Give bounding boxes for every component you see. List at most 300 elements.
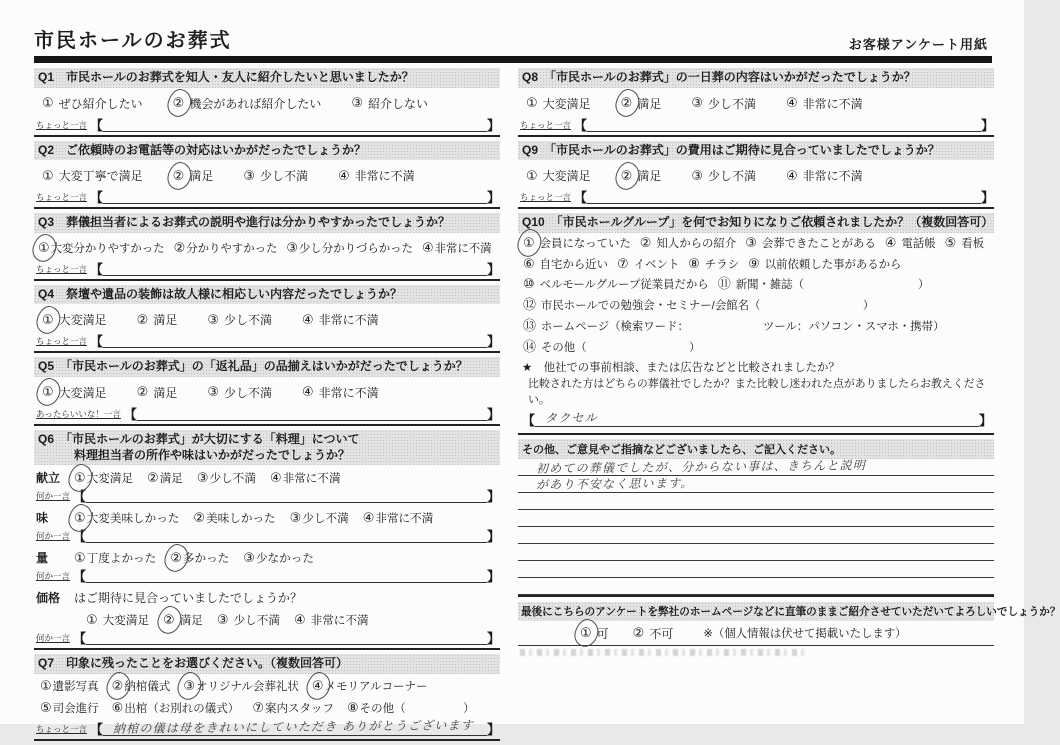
options-line [518, 316, 994, 337]
answer-option [40, 700, 99, 716]
free-comment-header: その他、ご意見やご指摘などございましたら、ご記入ください。 [518, 439, 994, 459]
answer-option [338, 167, 415, 184]
comment-row [34, 568, 500, 585]
answer-option [74, 470, 133, 486]
option-label: 案内スタッフ [264, 702, 334, 715]
ruled-line [518, 476, 994, 493]
option-label: イベント [633, 258, 680, 271]
option-number: ② [136, 384, 149, 400]
sheet-label: お客様アンケート用紙 [848, 37, 988, 52]
answer-option [207, 384, 272, 401]
close-bracket: 】 [486, 631, 500, 647]
sub-question-label: 献立 [36, 471, 61, 486]
answer-option [363, 510, 434, 526]
comment-row [34, 261, 500, 278]
open-bracket: 【 [90, 721, 104, 737]
answer-option [302, 311, 379, 328]
option-number: ⑥ [111, 699, 124, 715]
answer-option [173, 95, 322, 112]
option-label: 非常に不満 [310, 614, 369, 628]
comment-row [34, 488, 500, 505]
options-row [34, 304, 500, 333]
ruled-line [518, 493, 994, 510]
option-number: ⑦ [252, 699, 264, 715]
star-question: ★ 他社での事前相談、または広告などと比較されましたか？ [522, 361, 840, 374]
comment-label: ちょっと一言 [520, 119, 572, 130]
privacy-note: ※（個人情報は伏せて掲載いたします） [703, 628, 907, 641]
option-label: 満足 [637, 169, 662, 184]
option-label: 満足 [159, 471, 183, 485]
answer-option [688, 255, 740, 271]
question-block-q2 [34, 141, 500, 210]
question-header: Q1 市民ホールのお葬式を知人・友人に紹介したいと思いましたか？ [34, 68, 500, 88]
option-label: ホームページ（検索ワード： ツール：パソコン・スマホ・携帯） [541, 321, 945, 334]
answer-option [691, 167, 756, 184]
selected-option-number hand-circle: ① [74, 469, 86, 485]
option-label: 可 [596, 626, 609, 641]
options-row [34, 465, 500, 488]
comment-line [535, 409, 979, 427]
answer-option [42, 311, 107, 328]
question-title-line: 料理担当者の所作や味はいかがだったでしょうか？ [38, 447, 351, 462]
answer-option [74, 510, 179, 526]
option-label: 非常に不満 [802, 96, 863, 111]
selected-option-number hand-circle: ③ [183, 677, 195, 693]
comment-label: ちょっと一言 [36, 192, 88, 203]
option-number: ② [193, 509, 206, 525]
question-block-q7 [34, 654, 500, 741]
selected-option-number hand-circle: ① [580, 625, 592, 641]
answer-option [748, 255, 902, 271]
options-line [518, 274, 994, 295]
selected-option-number hand-circle: ① [42, 384, 54, 400]
answer-option [351, 95, 428, 112]
options-row [34, 545, 500, 568]
answer-option [193, 510, 275, 526]
option-label: 大変満足 [58, 385, 107, 400]
option-label: 非常に不満 [802, 169, 863, 184]
answer-option [40, 678, 99, 694]
selected-option-number hand-circle: ① [523, 234, 535, 250]
option-label: 少し不満 [302, 511, 349, 525]
handwritten-text: があり不安なく思います。 [535, 475, 694, 492]
option-label: 大変分かりやすかった [50, 242, 165, 255]
answer-option [523, 276, 709, 292]
answer-option [112, 700, 240, 716]
answer-option [42, 95, 143, 112]
option-label: 少し不満 [708, 96, 757, 111]
answer-option [526, 167, 591, 184]
option-label: 不可 [649, 626, 674, 641]
option-number: ① [42, 95, 54, 111]
options-row [518, 160, 994, 189]
close-bracket: 】 [486, 190, 500, 206]
option-number: ④ [362, 509, 375, 525]
question-header [34, 430, 500, 465]
open-bracket: 【 [123, 406, 137, 422]
close-bracket: 】 [486, 569, 500, 585]
option-label: 少し不満 [260, 169, 309, 184]
comment-label: あったらいいな！一言 [36, 408, 121, 419]
handwritten-text: タクセル [544, 410, 598, 426]
option-number: ⑬ [523, 318, 537, 334]
option-label: 電話帳 [901, 237, 936, 250]
ruled-line [518, 544, 994, 561]
answer-option [884, 234, 936, 250]
page-header [0, 0, 1024, 56]
question-block-q10 [518, 213, 994, 435]
comment-line [587, 189, 981, 204]
option-label: 市民ホールでの勉強会・セミナー/会館名（ ） [541, 300, 875, 313]
form-body [0, 63, 1060, 745]
option-number: ④ [338, 167, 350, 183]
option-label: オリジナル会葬礼状 [195, 680, 299, 693]
option-label: 非常に不満 [318, 385, 379, 400]
option-label: その他（ ） [541, 342, 701, 354]
answer-option [523, 297, 875, 313]
sub-question-label: 価格 [36, 591, 61, 606]
option-label: 丁度よかった [86, 551, 157, 565]
answer-option [42, 384, 107, 401]
option-number: ② [136, 311, 149, 327]
selected-option-number hand-circle: ② [111, 677, 124, 693]
option-label: 看板 [961, 237, 985, 250]
option-number: ③ [196, 469, 209, 485]
option-label: 遺影写真 [52, 680, 99, 693]
right-column [518, 68, 1060, 745]
open-bracket: 【 [73, 529, 87, 545]
open-bracket: 【 [73, 569, 87, 585]
selected-option-number hand-circle: ② [172, 95, 185, 111]
option-label: 満足 [153, 385, 178, 400]
comment-row [520, 409, 992, 429]
options-line [518, 233, 994, 254]
answer-option [243, 550, 314, 566]
option-number: ② [173, 239, 186, 255]
answer-option [422, 240, 492, 256]
close-bracket: 】 [486, 261, 500, 277]
answer-option [112, 678, 171, 694]
options-row [518, 88, 994, 117]
close-bracket: 】 [486, 117, 500, 133]
handwritten-text: 納棺の儀は母をきれいにしていただき ありがとうございます [112, 717, 475, 736]
option-label: メモリアルコーナー [324, 680, 428, 693]
ruled-line [518, 459, 994, 476]
answer-option [173, 167, 214, 184]
option-number: ① [526, 167, 538, 183]
option-number: ⑨ [748, 255, 760, 271]
option-label: 大変美味しかった [86, 511, 180, 525]
answer-option [526, 95, 591, 112]
option-label: ベルモールグループ従業員だから [539, 279, 709, 292]
option-number: ⑧ [688, 255, 700, 271]
open-bracket: 【 [90, 190, 104, 206]
option-label: チラシ [704, 258, 740, 271]
answer-option [243, 167, 308, 184]
option-label: 自宅から近い [539, 258, 609, 271]
option-number: ② [147, 469, 159, 485]
option-label: ぜひ紹介したい [58, 96, 143, 111]
sub-question-title: はご期待に見合っていましたでしょうか？ [74, 591, 303, 606]
answer-option [745, 234, 876, 250]
option-number: ④ [269, 469, 282, 485]
comment-row [34, 528, 500, 545]
option-number: ④ [786, 95, 798, 111]
option-label: 少し不満 [708, 169, 757, 184]
answer-option [786, 167, 863, 184]
comparison-answer [518, 408, 994, 432]
publish-consent-header: 最後にこちらのアンケートを弊社のホームページなどに直筆のままご紹介させていただいてよろしいでしょうか？ [518, 602, 994, 621]
answer-option [174, 240, 278, 256]
free-comment-box [518, 439, 994, 597]
question-block-q9 [518, 141, 994, 210]
close-bracket: 】 [486, 334, 500, 350]
option-label: 大変満足 [542, 96, 591, 111]
comment-label: 何か一言 [36, 571, 71, 582]
answer-option [302, 384, 379, 401]
options-row [34, 233, 500, 261]
selected-option-number hand-circle: ② [170, 549, 182, 565]
ruled-line [518, 561, 994, 578]
selected-option-number hand-circle: ② [163, 612, 175, 628]
option-number: ④ [302, 384, 314, 400]
question-header: Q4 祭壇や遺品の装飾は故人様に相応しい内容だったでしょうか？ [34, 285, 500, 305]
star-question-detail: 比較された方はどちらの葬儀社でしたか？また比較し迷われた点がありましたらお教えください。 [528, 377, 986, 406]
option-number: ⑭ [523, 339, 537, 354]
answer-option [621, 95, 662, 112]
open-bracket: 【 [574, 117, 588, 133]
options-row [518, 621, 994, 646]
comment-line [86, 630, 487, 645]
option-label: 非常に不満 [282, 471, 341, 485]
close-bracket: 】 [978, 412, 992, 428]
option-label: 新聞・雑誌（ ） [735, 279, 930, 292]
option-label: 少し不満 [233, 614, 280, 628]
question-header: Q10 「市民ホールグループ」を何でお知りになりご依頼されましたか？（複数回答可） [518, 213, 994, 233]
answer-option [717, 276, 930, 292]
option-label: 司会進行 [52, 702, 99, 715]
answer-option [137, 311, 178, 328]
answer-option [197, 470, 256, 486]
ruled-line [518, 510, 994, 527]
comment-row [34, 406, 500, 423]
option-number: ③ [289, 509, 302, 525]
option-label: 美味しかった [206, 511, 276, 525]
selected-option-number hand-circle: ② [620, 167, 633, 183]
open-bracket: 【 [73, 489, 87, 505]
question-header: Q8 「市民ホールのお葬式」の一日葬の内容はいかがだったでしょうか？ [518, 68, 994, 88]
options-line [518, 254, 994, 275]
option-label: 多かった [182, 551, 230, 565]
option-number: ⑪ [717, 276, 731, 292]
option-label: 満足 [637, 96, 662, 111]
answer-option [74, 550, 156, 566]
comment-line [86, 488, 487, 503]
option-number: ③ [243, 549, 255, 565]
option-label: 非常に不満 [434, 242, 492, 255]
close-bracket: 】 [486, 721, 500, 737]
comment-row [34, 718, 500, 738]
option-number: ⑫ [523, 297, 537, 313]
answer-option [523, 339, 701, 354]
option-label: 機会があれば紹介したい [189, 96, 322, 111]
options-row [34, 160, 500, 189]
comment-row [518, 189, 994, 206]
option-number: ③ [216, 612, 229, 628]
answer-option [944, 234, 985, 250]
option-number: ③ [286, 239, 299, 255]
comment-label: 何か一言 [36, 491, 71, 502]
options-row [34, 88, 500, 117]
option-number: ⑩ [523, 276, 535, 292]
answer-option [270, 470, 341, 486]
ruled-line [518, 527, 994, 544]
option-label: 満足 [153, 313, 178, 328]
comment-label: ちょっと一言 [36, 336, 88, 347]
answer-option [786, 95, 863, 112]
close-bracket: 】 [980, 190, 994, 206]
comment-row [34, 333, 500, 350]
comment-line [103, 718, 487, 736]
open-bracket: 【 [90, 117, 104, 133]
question-block-q4 [34, 285, 500, 354]
close-bracket: 】 [980, 117, 994, 133]
option-number: ① [86, 612, 98, 628]
option-label: 大変満足 [102, 614, 150, 628]
page-title: 市民ホールのお葬式 [34, 30, 232, 52]
question-block-q3 [34, 213, 500, 281]
comment-line [86, 568, 487, 583]
options-row [34, 505, 500, 528]
answer-option [252, 700, 334, 716]
option-label: 少し不満 [224, 385, 273, 400]
option-number: ④ [421, 239, 434, 255]
option-number: ⑤ [40, 699, 52, 715]
option-number: ④ [302, 311, 314, 327]
option-label: 大変満足 [58, 313, 107, 328]
options-row [34, 696, 500, 718]
open-bracket: 【 [574, 190, 588, 206]
comment-line [103, 261, 487, 276]
comment-label: 何か一言 [36, 633, 71, 644]
selected-option-number hand-circle: ② [172, 167, 185, 183]
question-header: Q2 ご依頼時のお電話等の対応はいかがだったでしょうか？ [34, 141, 500, 161]
open-bracket: 【 [90, 334, 104, 350]
option-label: 納棺儀式 [124, 680, 171, 693]
answer-option [86, 612, 149, 628]
answer-option [290, 510, 349, 526]
open-bracket: 【 [522, 412, 536, 428]
option-label: 会葬できたことがある [761, 237, 876, 250]
sub-question-title-row [34, 585, 500, 608]
selected-option-number hand-circle: ① [74, 509, 86, 525]
option-number: ④ [786, 167, 798, 183]
question-block-q5 [34, 357, 500, 426]
option-number: ① [40, 677, 52, 693]
answer-option [347, 700, 475, 716]
question-header: Q7 印象に残ったことをお選びください。（複数回答可） [34, 654, 500, 674]
option-label: 少なかった [255, 551, 314, 565]
answer-option [294, 612, 369, 628]
option-number: ⑧ [346, 699, 359, 715]
comment-row [34, 630, 500, 647]
question-header: Q5 「市民ホールのお葬式」の「返礼品」の品揃えはいかがだったでしょうか？ [34, 357, 500, 377]
question-block-q1 [34, 68, 500, 137]
options-line [518, 337, 994, 358]
option-label: 満足 [179, 614, 203, 628]
comment-label: ちょっと一言 [36, 263, 88, 274]
close-bracket: 】 [486, 489, 500, 505]
sub-question-label: 量 [36, 551, 49, 566]
comment-line [86, 528, 487, 543]
answer-option [580, 625, 609, 642]
comment-row [34, 117, 500, 134]
answer-option [170, 550, 229, 566]
option-number: ⑤ [944, 234, 957, 250]
option-label: 少し不満 [209, 471, 256, 485]
answer-option [691, 95, 756, 112]
answer-option [639, 234, 737, 250]
option-number: ② [632, 625, 645, 641]
options-row [34, 608, 500, 630]
option-number: ① [74, 549, 86, 565]
comment-row [34, 189, 500, 206]
option-label: 大変丁寧で満足 [58, 169, 143, 184]
options-row [34, 377, 500, 406]
answer-option [523, 318, 945, 334]
option-number: ① [42, 167, 54, 183]
selected-option-number hand-circle: ① [38, 239, 50, 255]
question-block-q8 [518, 68, 994, 137]
question-header: Q9 「市民ホールのお葬式」の費用はご期待に見合っていましたでしょうか？ [518, 141, 994, 161]
close-bracket: 】 [486, 529, 500, 545]
answer-option [38, 240, 165, 256]
options-line [518, 295, 994, 316]
option-number: ④ [884, 234, 897, 250]
answer-option [217, 612, 280, 628]
answer-option [286, 240, 413, 256]
left-column [34, 68, 500, 745]
answer-option [523, 255, 609, 271]
question-block-q6 [34, 430, 500, 650]
answer-option [163, 612, 203, 628]
comment-line [103, 117, 487, 132]
open-bracket: 【 [73, 631, 87, 647]
option-label: 非常に不満 [354, 169, 415, 184]
header-divider [34, 56, 992, 63]
question-title-line: Q6 「市民ホールのお葬式」が大切にする「料理」について [38, 431, 360, 446]
open-bracket: 【 [90, 261, 104, 277]
comment-row [518, 117, 994, 134]
option-label: 大変満足 [542, 169, 591, 184]
option-label: 知人からの紹介 [656, 237, 737, 250]
option-number: ③ [207, 311, 219, 327]
ruled-line [518, 578, 994, 595]
option-number: ③ [745, 234, 757, 250]
answer-option [523, 234, 631, 250]
option-label: 非常に不満 [375, 511, 434, 525]
answer-option [207, 311, 272, 328]
comment-line [137, 406, 487, 421]
option-number: ⑥ [523, 255, 535, 271]
option-label: 大変満足 [86, 471, 134, 485]
option-label: 満足 [189, 169, 214, 184]
option-label: 紹介しない [368, 96, 429, 111]
comment-label: ちょっと一言 [520, 192, 572, 203]
answer-option [183, 678, 299, 694]
option-number: ③ [691, 167, 703, 183]
option-label: 非常に不満 [318, 313, 379, 328]
